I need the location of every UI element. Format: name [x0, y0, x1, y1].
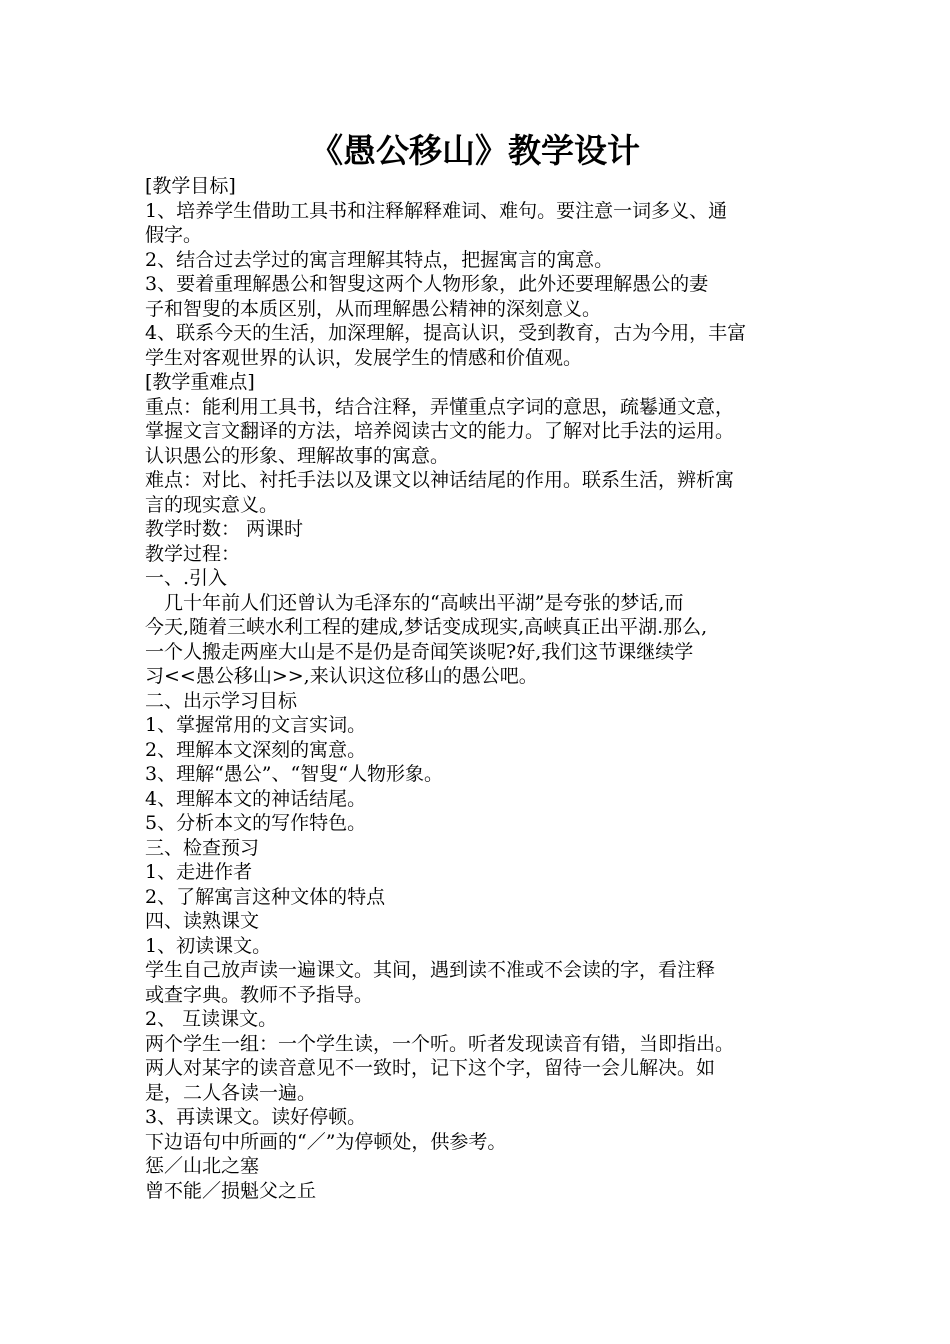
teaching-process-heading: 教学过程： [145, 542, 241, 565]
reading-step-2: 2、 互读课文。 [145, 1008, 278, 1030]
introduction-line-3: 一个人搬走两座大山是不是仍是奇闻笑谈呢?好,我们这节课继续学 [145, 640, 694, 663]
pause-example-2: 曾不能／损魁父之丘 [145, 1179, 317, 1202]
preview-item-2: 2、了解寓言这种文体的特点 [145, 885, 386, 908]
objective-3-line-1: 3、要着重理解愚公和智叟这两个人物形象，此外还要理解愚公的妻 [145, 273, 709, 295]
reading-step-1-line-2: 或查字典。教师不予指导。 [145, 983, 374, 1006]
introduction-line-1: 几十年前人们还曾认为毛泽东的“高峡出平湖”是夸张的梦话,而 [164, 591, 684, 614]
objective-1-line-1: 1、培养学生借助工具书和注释解释难词、难句。要注意一词多义、通 [145, 199, 728, 222]
goal-item-5: 5、分析本文的写作特色。 [145, 812, 367, 834]
reading-step-2-line-3: 是，二人各读一遍。 [145, 1081, 317, 1104]
document-title: 《愚公移山》教学设计 [310, 131, 640, 170]
reading-step-3: 3、再读课文。读好停顿。 [145, 1106, 367, 1128]
pause-note: 下边语句中所画的“／”为停顿处，供参考。 [145, 1130, 507, 1153]
introduction-line-4: 习<<愚公移山>>,来认识这位移山的愚公吧。 [145, 665, 538, 687]
objective-4-line-1: 4、联系今天的生活，加深理解，提高认识，受到教育，古为今用，丰富 [145, 322, 747, 344]
section-preview-heading: 三、检查预习 [145, 836, 260, 859]
section-heading-objectives: [教学目标] [145, 175, 236, 197]
objective-3-line-2: 子和智叟的本质区别，从而理解愚公精神的深刻意义。 [145, 297, 602, 320]
key-point-line-2: 掌握文言文翻译的方法，培养阅读古文的能力。了解对比手法的运用。 [145, 420, 735, 442]
key-point-line-1: 重点：能利用工具书，结合注释，弄懂重点字词的意思，疏鬈通文意， [145, 395, 735, 418]
difficulty-line-1: 难点：对比、衬托手法以及课文以神话结尾的作用。联系生活，辨析寓 [145, 469, 735, 491]
section-reading-heading: 四、读熟课文 [145, 910, 260, 932]
class-hours: 教学时数： 两课时 [145, 518, 304, 540]
section-introduction-heading: 一、.引入 [145, 567, 228, 589]
pause-example-1: 惩／山北之塞 [145, 1155, 260, 1177]
objective-1-line-2: 假字。 [145, 224, 203, 246]
goal-item-1: 1、掌握常用的文言实词。 [145, 714, 367, 736]
section-goals-heading: 二、出示学习目标 [145, 689, 298, 712]
objective-2: 2、结合过去学过的寓言理解其特点，把握寓言的寓意。 [145, 248, 614, 271]
section-heading-key-points: [教学重难点] [145, 371, 255, 393]
reading-step-2-line-2: 两人对某字的读音意见不一致时，记下这个字，留待一会儿解决。如 [145, 1057, 716, 1079]
objective-4-line-2: 学生对客观世界的认识，发展学生的情感和价值观。 [145, 346, 583, 369]
introduction-line-2: 今天,随着三峡水利工程的建成,梦话变成现实,高峡真正出平湖.那么, [145, 616, 708, 638]
reading-step-2-line-1: 两个学生一组：一个学生读，一个听。听者发现读音有错，当即指出。 [145, 1032, 735, 1055]
document-body [145, 174, 813, 1203]
difficulty-line-2: 言的现实意义。 [145, 493, 279, 516]
reading-step-1: 1、初读课文。 [145, 934, 272, 957]
preview-item-1: 1、走进作者 [145, 861, 253, 883]
goal-item-4: 4、理解本文的神话结尾。 [145, 787, 367, 810]
reading-step-1-line-1: 学生自己放声读一遍课文。其间，遇到读不准或不会读的字，看注释 [145, 959, 716, 981]
goal-item-3: 3、理解“愚公”、“智叟“人物形象。 [145, 763, 443, 785]
key-point-line-3: 认识愚公的形象、理解故事的寓意。 [145, 444, 450, 467]
goal-item-2: 2、理解本文深刻的寓意。 [145, 738, 367, 761]
